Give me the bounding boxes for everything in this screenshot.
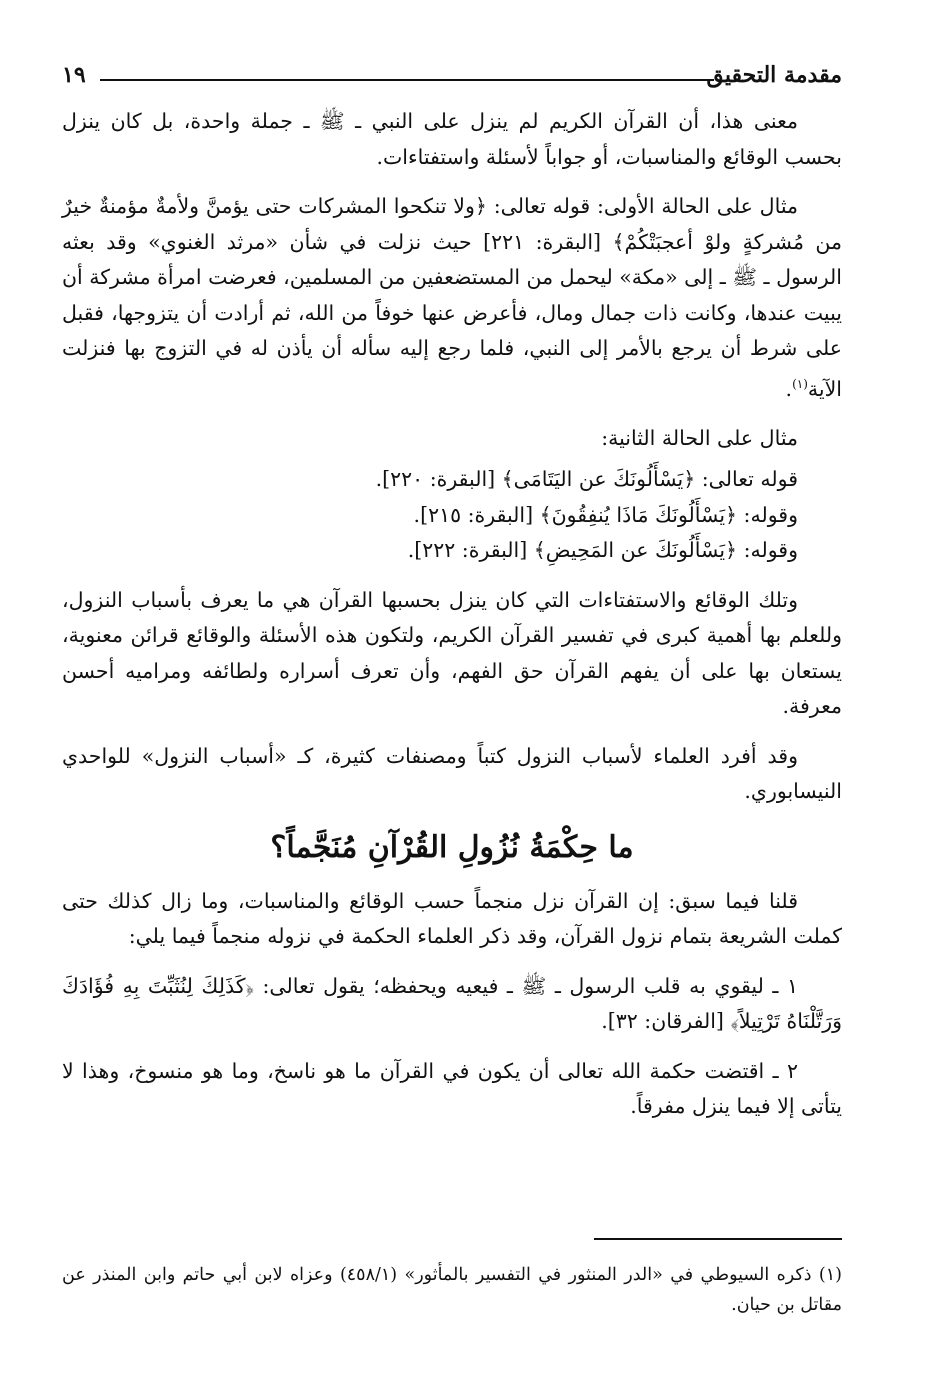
paragraph-6: قلنا فيما سبق: إن القرآن نزل منجماً حسب الوقائع والمناسبات، وما زال كذلك حتى كملت الشريعة بتمام نزول القرآن، وقد ذكر العلماء الحكمة في نزوله منجماً فيما يلي: [62,888,842,949]
footnote-1: (١) ذكره السيوطي في «الدر المنثور في التفسير بالمأثور» (٤٥٨/١) وعزاه لابن أبي حاتم وابن المنذر عن مقاتل بن حيان. [62,1265,842,1315]
section-heading: ما حِكْمَةُ نُزُولِ القُرْآنِ مُنَجَّماً؟ [270,829,634,865]
verse-2: وقوله: ﴿يَسْأَلُونَكَ مَاذَا يُنفِقُونَ﴾ [البقرة: ٢١٥]. [413,502,798,527]
footnote-ref-1[interactable]: (١) [792,376,808,391]
verse-list [62,462,842,569]
paragraph-1: معنى هذا، أن القرآن الكريم لم ينزل على النبي ـ ﷺ ـ جملة واحدة، بل كان ينزل بحسب الوقائع والمناسبات، أو جواباً لأسئلة واستفتاءات. [62,109,842,169]
header-rule [100,79,714,81]
verse-3: وقوله: ﴿يَسْأَلُونَكَ عن المَحِيضِ﴾ [البقرة: ٢٢٢]. [407,538,798,563]
footnote-separator [594,1238,842,1240]
main-text [62,104,842,1139]
paragraph-7: ١ ـ ليقوي به قلب الرسول ـ ﷺ ـ فيعيه ويحفظه؛ يقول تعالى: ﴿كَذَلِكَ لِنُثَبِّتَ بِهِ فُؤَادَكَ وَرَتَّلْنَاهُ تَرْتِيلاً﴾ [الفرقان: ٣٢]. [62,973,842,1034]
running-header [62,60,842,100]
paragraph-2 [62,189,842,407]
paragraph-2-text: مثال على الحالة الأولى: قوله تعالى: ﴿ولا تنكحوا المشركات حتى يؤمنَّ ولأمةٌ مؤمنةٌ خيرٌ من مُشركةٍ ولوْ أعجبَتْكُمْ﴾ [البقرة: ٢٢١] حيث نزلت في شأن «مرثد الغنوي» وقد بعثه الرسول ـ ﷺ ـ إلى «مكة» ليحمل من المستضعفين من المسلمين، فعرضت امرأة مشركة أن يبيت عندها، وكانت ذات جمال ومال، فأعرض عنها خوفاً من الله، ثم أرادت أن يتزوجها، فقبل على شرط أن يرجع بالأمر إلى النبي، فلما رجع إليه سأله أن يأذن له في التزوج بها فنزلت الآية [62,194,842,401]
footnotes [62,1260,842,1320]
verse-1: قوله تعالى: ﴿يَسْأَلُونَكَ عن اليَتَامَى﴾ [البقرة: ٢٢٠]. [375,467,798,492]
paragraph-5: وقد أفرد العلماء لأسباب النزول كتباً ومصنفات كثيرة، كـ «أسباب النزول» للواحدي النيسابوري. [62,743,842,804]
paragraph-2-end: . [785,376,793,401]
header-title: مقدمة التحقيق [706,62,842,88]
paragraph-3: مثال على الحالة الثانية: [601,425,798,450]
paragraph-8: ٢ ـ اقتضت حكمة الله تعالى أن يكون في القرآن ما هو ناسخ، وما هو منسوخ، وهذا لا يتأتى إلا فيما ينزل مفرقاً. [62,1058,842,1119]
page-number: ١٩ [62,62,86,88]
paragraph-4: وتلك الوقائع والاستفتاءات التي كان ينزل بحسبها القرآن هي ما يعرف بأسباب النزول، وللعلم بها أهمية كبرى في تفسير القرآن الكريم، ولتكون هذه الأسئلة والوقائع قرائن معنوية، يستعان بها على أن يفهم القرآن حق الفهم، وأن تعرف أسراره ولطائفه ومراميه أحسن معرفة. [62,587,842,719]
